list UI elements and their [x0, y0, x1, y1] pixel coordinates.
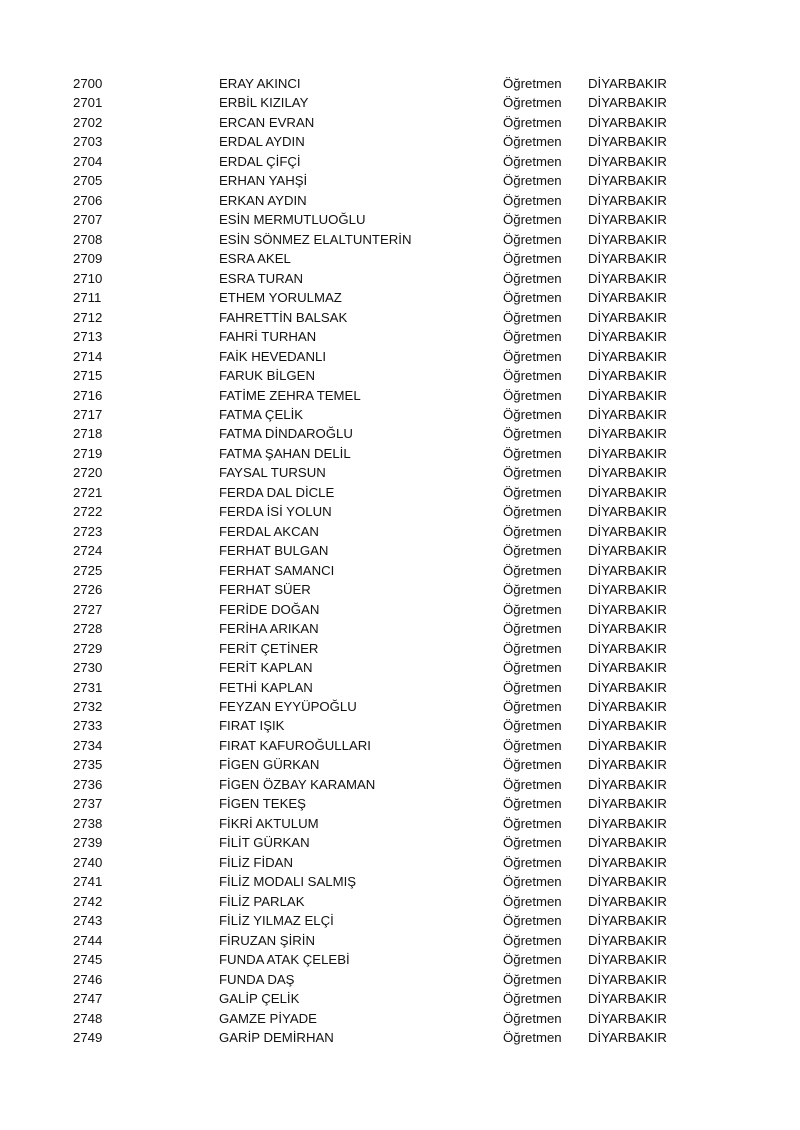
row-number: 2703: [73, 134, 103, 150]
profession: Öğretmen: [503, 699, 562, 714]
person-name: ERKAN AYDIN: [219, 192, 307, 208]
table-row: [0, 171, 800, 190]
person-name: FATMA ÇELİK: [219, 406, 304, 422]
record-list: [0, 74, 800, 1047]
table-row: [0, 716, 800, 735]
profession: Öğretmen: [503, 309, 562, 325]
table-row: [0, 1009, 800, 1028]
table-row: [0, 580, 800, 599]
table-row: [0, 152, 800, 171]
person-name: ERAY AKINCI: [219, 76, 301, 91]
person-name: FERDA İSİ YOLUN: [219, 504, 332, 520]
table-row: [0, 736, 800, 755]
row-number: 2730: [73, 660, 103, 676]
profession: Öğretmen: [503, 835, 562, 851]
person-name: FERHAT BULGAN: [219, 543, 329, 559]
city: DİYARBAKIR: [588, 679, 667, 695]
row-number: 2723: [73, 523, 103, 539]
city: DİYARBAKIR: [588, 776, 667, 792]
profession: Öğretmen: [503, 114, 562, 130]
city: DİYARBAKIR: [588, 114, 667, 130]
table-row: [0, 230, 800, 249]
city: DİYARBAKIR: [588, 153, 667, 169]
city: DİYARBAKIR: [588, 835, 667, 851]
profession: Öğretmen: [503, 582, 562, 598]
row-number: 2731: [73, 679, 103, 695]
profession: Öğretmen: [503, 660, 562, 676]
city: DİYARBAKIR: [588, 192, 667, 208]
profession: Öğretmen: [503, 621, 562, 637]
profession: Öğretmen: [503, 991, 562, 1007]
row-number: 2702: [73, 114, 103, 130]
row-number: 2725: [73, 562, 103, 578]
table-row: [0, 308, 800, 327]
row-number: 2706: [73, 192, 103, 208]
city: DİYARBAKIR: [588, 582, 667, 598]
profession: Öğretmen: [503, 913, 562, 929]
profession: Öğretmen: [503, 504, 562, 520]
person-name: FAHRİ TURHAN: [219, 329, 317, 345]
person-name: FAYSAL TURSUN: [219, 465, 326, 481]
profession: Öğretmen: [503, 270, 562, 286]
person-name: ESRA AKEL: [219, 251, 291, 267]
row-number: 2738: [73, 815, 103, 831]
profession: Öğretmen: [503, 874, 562, 890]
row-number: 2715: [73, 368, 103, 384]
person-name: FİGEN GÜRKAN: [219, 757, 320, 773]
person-name: GARİP DEMİRHAN: [219, 1029, 334, 1045]
row-number: 2735: [73, 757, 103, 773]
person-name: FIRAT IŞIK: [219, 718, 285, 734]
profession: Öğretmen: [503, 562, 562, 578]
row-number: 2704: [73, 153, 103, 169]
person-name: FERDAL AKCAN: [219, 523, 319, 539]
table-row: [0, 755, 800, 774]
city: DİYARBAKIR: [588, 854, 667, 870]
person-name: FERİT KAPLAN: [219, 660, 313, 676]
table-row: [0, 113, 800, 132]
person-name: FİRUZAN ŞİRİN: [219, 932, 315, 948]
profession: Öğretmen: [503, 1010, 562, 1026]
city: DİYARBAKIR: [588, 76, 667, 91]
table-row: [0, 814, 800, 833]
row-number: 2748: [73, 1010, 103, 1026]
profession: Öğretmen: [503, 465, 562, 481]
row-number: 2712: [73, 309, 103, 325]
person-name: FİLİZ MODALI SALMIŞ: [219, 874, 357, 890]
profession: Öğretmen: [503, 134, 562, 150]
profession: Öğretmen: [503, 348, 562, 364]
profession: Öğretmen: [503, 854, 562, 870]
table-row: [0, 269, 800, 288]
profession: Öğretmen: [503, 815, 562, 831]
row-number: 2705: [73, 173, 103, 189]
table-row: [0, 74, 800, 93]
city: DİYARBAKIR: [588, 621, 667, 637]
person-name: ERBİL KIZILAY: [219, 95, 309, 111]
row-number: 2743: [73, 913, 103, 929]
table-row: [0, 678, 800, 697]
profession: Öğretmen: [503, 231, 562, 247]
person-name: FİLİZ FİDAN: [219, 854, 293, 870]
city: DİYARBAKIR: [588, 913, 667, 929]
city: DİYARBAKIR: [588, 445, 667, 461]
row-number: 2739: [73, 835, 103, 851]
row-number: 2746: [73, 971, 103, 987]
person-name: FERİHA ARIKAN: [219, 621, 319, 637]
person-name: ERDAL ÇİFÇİ: [219, 153, 301, 169]
city: DİYARBAKIR: [588, 290, 667, 306]
city: DİYARBAKIR: [588, 971, 667, 987]
profession: Öğretmen: [503, 387, 562, 403]
city: DİYARBAKIR: [588, 212, 667, 228]
person-name: ETHEM YORULMAZ: [219, 290, 342, 306]
city: DİYARBAKIR: [588, 406, 667, 422]
table-row: [0, 483, 800, 502]
row-number: 2720: [73, 465, 103, 481]
person-name: FİKRİ AKTULUM: [219, 815, 319, 831]
table-row: [0, 249, 800, 268]
profession: Öğretmen: [503, 893, 562, 909]
profession: Öğretmen: [503, 796, 562, 812]
person-name: FİGEN ÖZBAY KARAMAN: [219, 776, 376, 792]
row-number: 2744: [73, 932, 103, 948]
table-row: [0, 561, 800, 580]
city: DİYARBAKIR: [588, 426, 667, 442]
profession: Öğretmen: [503, 406, 562, 422]
profession: Öğretmen: [503, 426, 562, 442]
city: DİYARBAKIR: [588, 1010, 667, 1026]
row-number: 2719: [73, 445, 103, 461]
profession: Öğretmen: [503, 445, 562, 461]
city: DİYARBAKIR: [588, 699, 667, 714]
table-row: [0, 639, 800, 658]
person-name: FETHİ KAPLAN: [219, 679, 313, 695]
city: DİYARBAKIR: [588, 309, 667, 325]
city: DİYARBAKIR: [588, 348, 667, 364]
profession: Öğretmen: [503, 290, 562, 306]
city: DİYARBAKIR: [588, 484, 667, 500]
row-number: 2724: [73, 543, 103, 559]
person-name: FİLİZ PARLAK: [219, 893, 305, 909]
table-row: [0, 931, 800, 950]
profession: Öğretmen: [503, 757, 562, 773]
table-row: [0, 386, 800, 405]
profession: Öğretmen: [503, 523, 562, 539]
table-row: [0, 989, 800, 1008]
city: DİYARBAKIR: [588, 601, 667, 617]
table-row: [0, 911, 800, 930]
city: DİYARBAKIR: [588, 523, 667, 539]
profession: Öğretmen: [503, 212, 562, 228]
person-name: FERİT ÇETİNER: [219, 640, 319, 656]
table-row: [0, 366, 800, 385]
profession: Öğretmen: [503, 251, 562, 267]
table-row: [0, 132, 800, 151]
row-number: 2700: [73, 76, 103, 91]
city: DİYARBAKIR: [588, 932, 667, 948]
table-row: [0, 600, 800, 619]
city: DİYARBAKIR: [588, 893, 667, 909]
city: DİYARBAKIR: [588, 173, 667, 189]
table-row: [0, 872, 800, 891]
person-name: ERCAN EVRAN: [219, 114, 315, 130]
profession: Öğretmen: [503, 368, 562, 384]
table-row: [0, 444, 800, 463]
person-name: ERHAN YAHŞİ: [219, 173, 308, 189]
table-row: [0, 619, 800, 638]
table-row: [0, 405, 800, 424]
row-number: 2734: [73, 737, 103, 753]
city: DİYARBAKIR: [588, 251, 667, 267]
person-name: FUNDA ATAK ÇELEBİ: [219, 952, 350, 968]
table-row: [0, 1028, 800, 1047]
city: DİYARBAKIR: [588, 543, 667, 559]
city: DİYARBAKIR: [588, 231, 667, 247]
person-name: FAİK HEVEDANLI: [219, 348, 326, 364]
person-name: FIRAT KAFUROĞULLARI: [219, 737, 371, 753]
row-number: 2708: [73, 231, 103, 247]
city: DİYARBAKIR: [588, 952, 667, 968]
row-number: 2736: [73, 776, 103, 792]
city: DİYARBAKIR: [588, 718, 667, 734]
profession: Öğretmen: [503, 1029, 562, 1045]
person-name: FATMA ŞAHAN DELİL: [219, 445, 351, 461]
profession: Öğretmen: [503, 971, 562, 987]
city: DİYARBAKIR: [588, 757, 667, 773]
row-number: 2718: [73, 426, 103, 442]
person-name: ESİN MERMUTLUOĞLU: [219, 212, 366, 228]
row-number: 2732: [73, 699, 103, 714]
table-row: [0, 288, 800, 307]
city: DİYARBAKIR: [588, 1029, 667, 1045]
profession: Öğretmen: [503, 484, 562, 500]
profession: Öğretmen: [503, 76, 562, 91]
row-number: 2741: [73, 874, 103, 890]
person-name: ESRA TURAN: [219, 270, 304, 286]
row-number: 2733: [73, 718, 103, 734]
row-number: 2745: [73, 952, 103, 968]
person-name: ERDAL AYDIN: [219, 134, 305, 150]
person-name: FERDA DAL DİCLE: [219, 484, 335, 500]
row-number: 2713: [73, 329, 103, 345]
row-number: 2709: [73, 251, 103, 267]
table-row: [0, 210, 800, 229]
city: DİYARBAKIR: [588, 815, 667, 831]
city: DİYARBAKIR: [588, 737, 667, 753]
person-name: GALİP ÇELİK: [219, 991, 300, 1007]
profession: Öğretmen: [503, 173, 562, 189]
city: DİYARBAKIR: [588, 504, 667, 520]
person-name: FERİDE DOĞAN: [219, 601, 320, 617]
profession: Öğretmen: [503, 543, 562, 559]
table-row: [0, 892, 800, 911]
profession: Öğretmen: [503, 95, 562, 111]
city: DİYARBAKIR: [588, 874, 667, 890]
table-row: [0, 833, 800, 852]
table-row: [0, 950, 800, 969]
city: DİYARBAKIR: [588, 387, 667, 403]
row-number: 2701: [73, 95, 103, 111]
row-number: 2727: [73, 601, 103, 617]
person-name: ESİN SÖNMEZ ELALTUNTERİN: [219, 231, 412, 247]
row-number: 2714: [73, 348, 103, 364]
profession: Öğretmen: [503, 679, 562, 695]
table-row: [0, 463, 800, 482]
profession: Öğretmen: [503, 153, 562, 169]
person-name: FERHAT SÜER: [219, 582, 311, 598]
person-name: FATMA DİNDAROĞLU: [219, 426, 353, 442]
city: DİYARBAKIR: [588, 796, 667, 812]
row-number: 2740: [73, 854, 103, 870]
person-name: FAHRETTİN BALSAK: [219, 309, 348, 325]
city: DİYARBAKIR: [588, 991, 667, 1007]
table-row: [0, 191, 800, 210]
profession: Öğretmen: [503, 601, 562, 617]
row-number: 2726: [73, 582, 103, 598]
person-name: FİGEN TEKEŞ: [219, 796, 306, 812]
city: DİYARBAKIR: [588, 329, 667, 345]
row-number: 2749: [73, 1029, 103, 1045]
row-number: 2717: [73, 406, 103, 422]
profession: Öğretmen: [503, 192, 562, 208]
person-name: FİLİZ YILMAZ ELÇİ: [219, 913, 334, 929]
profession: Öğretmen: [503, 932, 562, 948]
city: DİYARBAKIR: [588, 270, 667, 286]
city: DİYARBAKIR: [588, 465, 667, 481]
person-name: FATİME ZEHRA TEMEL: [219, 387, 361, 403]
profession: Öğretmen: [503, 718, 562, 734]
table-row: [0, 853, 800, 872]
profession: Öğretmen: [503, 640, 562, 656]
row-number: 2716: [73, 387, 103, 403]
table-row: [0, 522, 800, 541]
table-row: [0, 347, 800, 366]
city: DİYARBAKIR: [588, 562, 667, 578]
profession: Öğretmen: [503, 952, 562, 968]
row-number: 2722: [73, 504, 103, 520]
person-name: FİLİT GÜRKAN: [219, 835, 310, 851]
person-name: FERHAT SAMANCI: [219, 562, 335, 578]
row-number: 2737: [73, 796, 103, 812]
city: DİYARBAKIR: [588, 95, 667, 111]
table-row: [0, 970, 800, 989]
city: DİYARBAKIR: [588, 640, 667, 656]
profession: Öğretmen: [503, 776, 562, 792]
table-row: [0, 697, 800, 716]
table-row: [0, 794, 800, 813]
profession: Öğretmen: [503, 737, 562, 753]
table-row: [0, 502, 800, 521]
city: DİYARBAKIR: [588, 660, 667, 676]
city: DİYARBAKIR: [588, 368, 667, 384]
person-name: FARUK BİLGEN: [219, 368, 316, 384]
person-name: FEYZAN EYYÜPOĞLU: [219, 699, 357, 714]
row-number: 2742: [73, 893, 103, 909]
table-row: [0, 658, 800, 677]
table-row: [0, 424, 800, 443]
row-number: 2721: [73, 484, 103, 500]
row-number: 2747: [73, 991, 103, 1007]
row-number: 2711: [73, 290, 102, 306]
table-row: [0, 541, 800, 560]
city: DİYARBAKIR: [588, 134, 667, 150]
table-row: [0, 775, 800, 794]
table-row: [0, 327, 800, 346]
row-number: 2728: [73, 621, 103, 637]
table-row: [0, 93, 800, 112]
person-name: GAMZE PİYADE: [219, 1010, 317, 1026]
profession: Öğretmen: [503, 329, 562, 345]
row-number: 2710: [73, 270, 103, 286]
person-name: FUNDA DAŞ: [219, 971, 295, 987]
row-number: 2729: [73, 640, 103, 656]
row-number: 2707: [73, 212, 103, 228]
